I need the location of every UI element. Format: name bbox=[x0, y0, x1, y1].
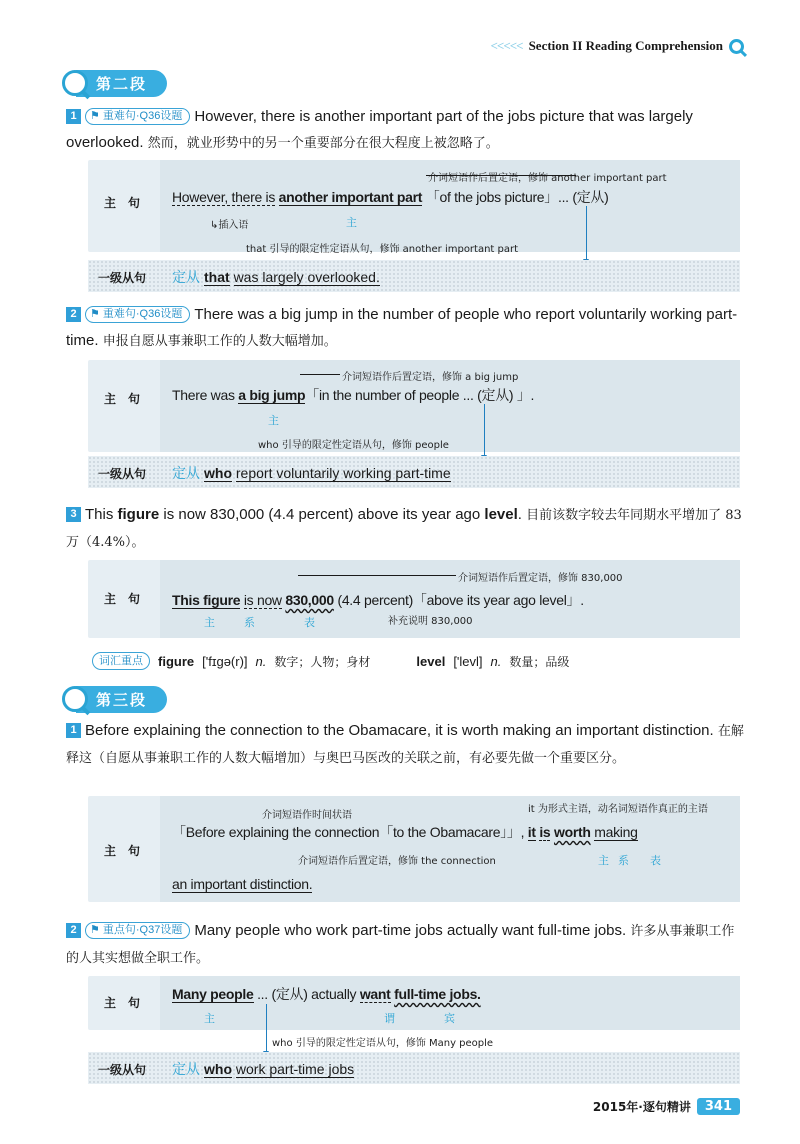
sentence-paragraph bbox=[66, 718, 746, 772]
vocab-meaning: 数量；品级 bbox=[509, 654, 570, 669]
english-text: This bbox=[85, 506, 114, 523]
main-clause-area bbox=[160, 160, 740, 252]
object: full-time jobs. bbox=[394, 986, 481, 1002]
footer-text: 2015年·逐句精讲 bbox=[592, 1100, 691, 1114]
sentence-line bbox=[172, 187, 608, 207]
flag-icon: ⚑ bbox=[90, 110, 100, 122]
section-title: 第三段 bbox=[76, 686, 167, 713]
role-label: 主 bbox=[268, 414, 279, 427]
vocab-tag: 词汇重点 bbox=[92, 652, 150, 670]
annotation: who 引导的限定性定语从句，修饰 Many people bbox=[272, 1038, 494, 1049]
chinese-translation: 目前该数字较去年同期水平增加了 83 万（4.4%）。 bbox=[66, 508, 742, 550]
main-clause-label: 主 句 bbox=[103, 392, 140, 406]
sentence-paragraph: 3 This figure is now 830,000 (4.4 percent) above its year ago level. 目前该数字较去年同期水平增加了 83 万（4.4%）。 bbox=[66, 506, 742, 550]
level-clause-label: 一级从句 bbox=[97, 271, 146, 285]
running-header bbox=[491, 38, 744, 54]
chinese-translation: 申报自愿从事兼职工作的人数大幅增加。 bbox=[102, 334, 337, 349]
part-of-speech: n. bbox=[490, 653, 502, 669]
level-clause-label: 一级从句 bbox=[97, 1063, 146, 1077]
phonetic: ['fɪɡə(r)] bbox=[202, 653, 248, 669]
magnifier-icon bbox=[729, 39, 744, 54]
subject-phrase: Many people bbox=[172, 986, 254, 1002]
phrase: However, there is bbox=[172, 189, 276, 205]
vocab-word: figure bbox=[158, 653, 195, 669]
magnifier-icon bbox=[62, 686, 88, 712]
main-clause-area bbox=[160, 360, 740, 452]
phonetic: ['levl] bbox=[453, 653, 483, 669]
subject-phrase: a big jump bbox=[238, 387, 306, 403]
page-number: 341 bbox=[697, 1098, 740, 1115]
page-footer bbox=[593, 1098, 740, 1115]
sentence-line bbox=[172, 590, 584, 610]
level-clause-text: 定从 that was largely overlooked. bbox=[172, 269, 380, 285]
predicative: 830,000 bbox=[285, 592, 334, 608]
level-clause-label: 一级从句 bbox=[97, 467, 146, 481]
sentence-paragraph bbox=[66, 918, 746, 972]
sentence-number: 2 bbox=[66, 307, 81, 322]
role-label: 系 bbox=[618, 854, 629, 867]
vocab-word: level bbox=[416, 653, 446, 669]
level-clause-box bbox=[88, 1052, 740, 1084]
section-title: 第二段 bbox=[76, 70, 167, 97]
magnifier-icon bbox=[62, 70, 88, 96]
level-clause-text: 定从 who work part-time jobs bbox=[172, 1061, 355, 1077]
annotation: 介词短语作后置定语，修饰 the connection bbox=[298, 856, 496, 867]
phrase: an important distinction. bbox=[172, 876, 313, 892]
analysis-box bbox=[88, 976, 740, 1030]
analysis-box bbox=[88, 160, 740, 252]
part-of-speech: n. bbox=[255, 653, 267, 669]
analysis-box bbox=[88, 796, 740, 902]
phrase: ... (定从) actually bbox=[257, 986, 357, 1002]
level-clause-text: 定从 who report voluntarily working part-time bbox=[172, 465, 451, 481]
sentence-number: 1 bbox=[66, 723, 81, 738]
english-text: There was a big jump in the number of people who report voluntarily working part-time. bbox=[66, 306, 738, 349]
subject-phrase: another important part bbox=[278, 189, 423, 205]
verb: want bbox=[359, 986, 391, 1002]
annotation: it 为形式主语，动名词短语作真正的主语 bbox=[528, 804, 708, 815]
vocab-meaning: 数字；人物；身材 bbox=[274, 654, 371, 669]
main-clause-label: 主 句 bbox=[103, 592, 140, 606]
flag-icon: ⚑ bbox=[90, 924, 100, 936]
tag-text: 重难句·Q36设题 bbox=[102, 110, 183, 122]
english-text: is now 830,000 (4.4 percent) above its year ago bbox=[163, 506, 481, 523]
vocabulary-row bbox=[92, 652, 569, 670]
role-label: 主 bbox=[204, 1012, 215, 1025]
sentence-number: 3 bbox=[66, 507, 81, 522]
role-label: 表 bbox=[650, 854, 661, 867]
level-clause-box bbox=[88, 456, 740, 488]
role-label: 宾 bbox=[444, 1012, 455, 1025]
role-label: 表 bbox=[304, 616, 315, 629]
english-text: Many people who work part-time jobs actually want full-time jobs. bbox=[194, 922, 627, 939]
annotation: ↳插入语 bbox=[210, 220, 249, 231]
annotation: that 引导的限定性定语从句，修饰 another important part bbox=[246, 244, 519, 255]
role-label: 系 bbox=[244, 616, 255, 629]
tag-text: 重难句·Q36设题 bbox=[102, 308, 183, 320]
key-tag bbox=[85, 306, 190, 323]
phrase: There was bbox=[172, 387, 235, 403]
chinese-translation: 在解释这（自愿从事兼职工作的人数大幅增加）与奥巴马医改的关联之前，有必要先做一个重要区分。 bbox=[66, 724, 744, 766]
main-clause-area bbox=[160, 976, 740, 1030]
chinese-translation: 然而，就业形势中的另一个重要部分在很大程度上被忽略了。 bbox=[147, 136, 499, 151]
analysis-box bbox=[88, 560, 740, 638]
annotation: 补充说明 830,000 bbox=[388, 616, 473, 627]
level-clause-box bbox=[88, 260, 740, 292]
main-clause-label: 主 句 bbox=[103, 996, 140, 1010]
english-keyword: level bbox=[484, 506, 518, 523]
subject-phrase: This figure bbox=[172, 592, 241, 608]
chinese-translation: 许多从事兼职工作的人其实想做全职工作。 bbox=[66, 924, 735, 966]
annotation: 介词短语作后置定语，修饰 a big jump bbox=[342, 372, 519, 383]
predicative: worth bbox=[554, 824, 591, 840]
phrase: is now bbox=[243, 592, 282, 608]
header-title: Section II Reading Comprehension bbox=[528, 38, 723, 53]
section-heading bbox=[62, 686, 167, 712]
tag-text: 重点句·Q37设题 bbox=[102, 924, 183, 936]
sentence-line bbox=[172, 984, 481, 1004]
sentence-line bbox=[172, 385, 534, 405]
flag-icon: ⚑ bbox=[90, 308, 100, 320]
sentence-number: 1 bbox=[66, 109, 81, 124]
phrase: making bbox=[594, 824, 638, 840]
key-tag bbox=[85, 922, 190, 939]
english-text: Before explaining the connection to the Obamacare, it is worth making an important distinction. bbox=[85, 722, 714, 739]
sentence-paragraph bbox=[66, 302, 746, 355]
role-label: 主 bbox=[598, 854, 609, 867]
phrase: 「Before explaining the connection「to the Obamacare」」, bbox=[172, 824, 525, 840]
section-heading bbox=[62, 70, 167, 96]
role-label: 主 bbox=[346, 216, 357, 229]
sentence-paragraph bbox=[66, 104, 746, 157]
phrase: (4.4 percent)「above its year ago level」. bbox=[337, 592, 584, 608]
main-clause-area bbox=[160, 560, 740, 638]
arrows-decoration: <<<<< bbox=[490, 38, 523, 53]
key-tag bbox=[85, 108, 190, 125]
main-clause-area bbox=[160, 796, 740, 902]
role-label: 谓 bbox=[384, 1012, 395, 1025]
english-keyword: figure bbox=[117, 506, 160, 523]
sentence-number: 2 bbox=[66, 923, 81, 938]
annotation: 介词短语作后置定语，修饰 another important part bbox=[428, 173, 667, 184]
annotation: 介词短语作时间状语 bbox=[262, 810, 352, 821]
sentence-line bbox=[172, 822, 638, 842]
english-text: However, there is another important part of the jobs picture that was largely overlooked. bbox=[66, 108, 693, 151]
linking-verb: is bbox=[539, 824, 551, 840]
phrase: 「in the number of people ... (定从) 」. bbox=[305, 387, 535, 403]
subject: it bbox=[527, 824, 536, 840]
phrase: 「of the jobs picture」... (定从) bbox=[425, 189, 609, 205]
sentence-line-cont bbox=[172, 876, 312, 892]
main-clause-label: 主 句 bbox=[103, 844, 140, 858]
annotation: who 引导的限定性定语从句，修饰 people bbox=[258, 440, 449, 451]
annotation: 介词短语作后置定语，修饰 830,000 bbox=[458, 573, 623, 584]
role-label: 主 bbox=[204, 616, 215, 629]
main-clause-label: 主 句 bbox=[103, 196, 140, 210]
